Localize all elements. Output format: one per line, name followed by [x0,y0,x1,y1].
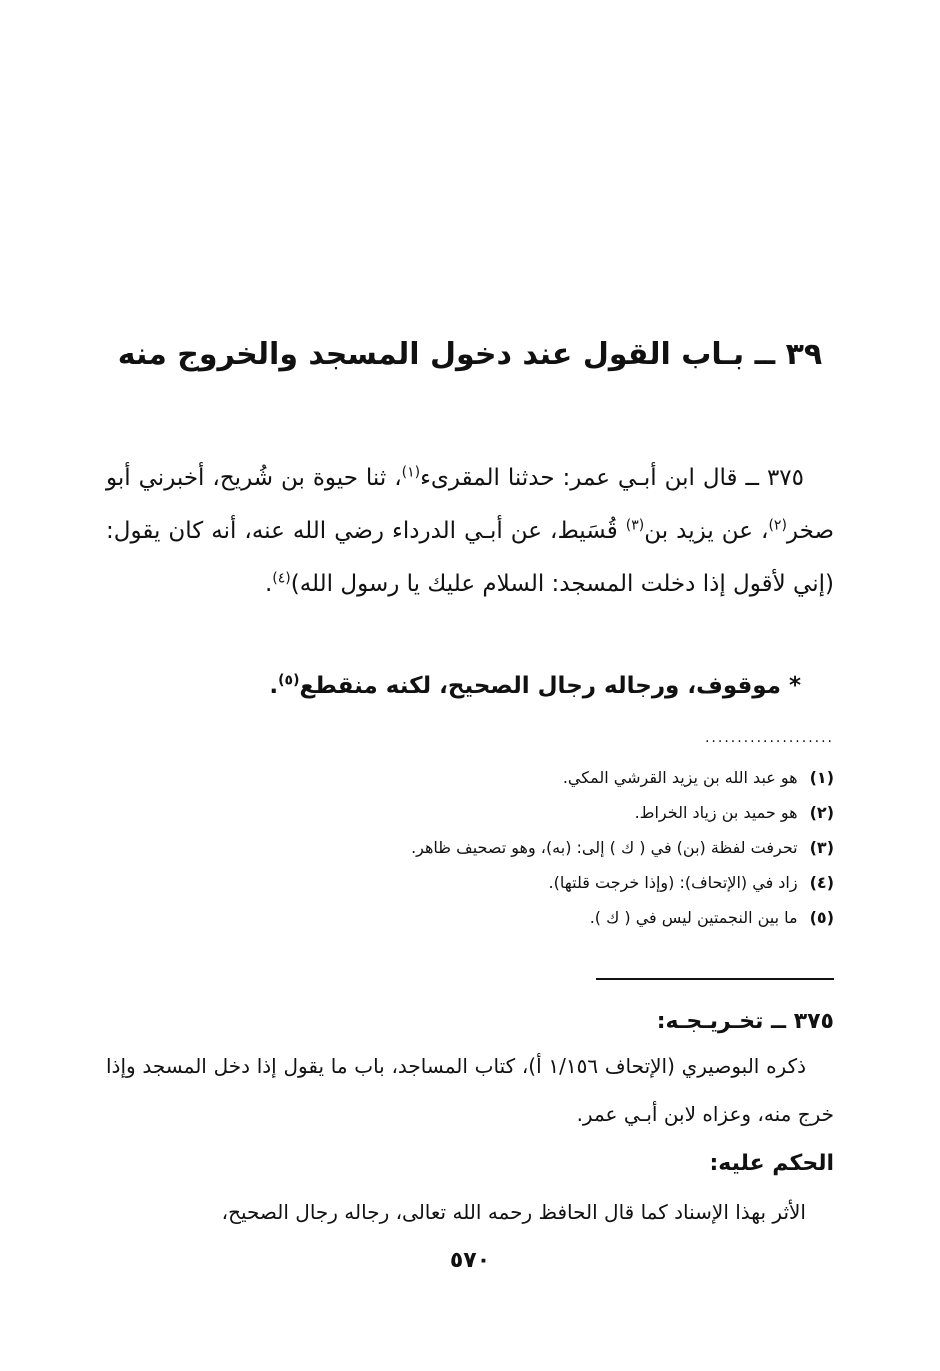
footnote-text: ما بين النجمتين ليس في ( ك ). [589,908,798,927]
page-number: ٥٧٠ [449,1248,491,1273]
footnote-ref-5: (٥) [278,672,300,689]
ruling-text: الأثر بهذا الإسناد كما قال الحافظ رحمه الله تعالى، رجاله رجال الصحيح، [221,1200,806,1224]
hadith-part-3: ، عن يزيد بن [644,518,769,544]
footnote-ref-3: (٣) [625,517,645,534]
footnote-text: زاد في (الإتحاف): (وإذا خرجت قلتها). [548,873,798,892]
verdict-end: . [269,673,279,699]
footnotes [106,760,834,935]
footnote-item [106,830,834,865]
takhrij-paragraph: ذكره البوصيري (الإتحاف ١/١٥٦ أ)، كتاب المساجد، باب ما يقول إذا دخل المسجد وإذا خرج منه، وعزاه لابن أبـي عمر. [106,1054,834,1126]
chapter-title: ٣٩ ــ بـاب القول عند دخول المسجد والخروج منه [117,337,823,372]
takhrij-section [106,1002,834,1236]
hadith-part-4: قُسَيط، عن أبـي الدرداء رضي الله عنه، أنه كان يقول: (إني لأقول إذا دخلت المسجد: السلام عليك يا رسول الله) [106,518,834,597]
footnote-text: هو حميد بن زياد الخراط. [634,803,798,822]
footnote-number: (٣) [809,838,834,857]
footnote-number: (٤) [809,873,834,892]
hadith-part-2: ، ثنا حيوة بن شُريح، أخبرني أبو صخر [106,465,834,544]
footnote-item [106,760,834,795]
takhrij-heading: ٣٧٥ ــ تخـريـجـه: [656,1009,834,1034]
footnote-text: تحرفت لفظة (بن) في ( ك ) إلى: (به)، وهو تصحيف ظاهر. [411,838,798,857]
verdict-line [106,664,831,708]
footnote-item [106,795,834,830]
section-rule [596,978,834,980]
verdict-text: * موقوف، ورجاله رجال الصحيح، لكنه منقطع [299,673,801,699]
ruling-heading: الحكم عليه: [709,1151,834,1176]
footnote-ref-1: (١) [401,464,421,481]
footnote-text: هو عبد الله بن يزيد القرشي المكي. [562,768,798,787]
dotted-separator: .................... [704,730,834,746]
footnote-number: (٥) [809,908,834,927]
hadith-part-1: ٣٧٥ ــ قال ابن أبـي عمر: حدثنا المقرىء [420,465,804,491]
footnote-number: (١) [809,768,834,787]
footnote-item [106,900,834,935]
footnote-ref-2: (٢) [768,517,787,534]
hadith-paragraph [106,452,834,611]
hadith-part-5: . [264,571,273,597]
hadith-text [106,452,834,611]
footnote-number: (٢) [809,803,834,822]
footnote-ref-4: (٤) [272,570,291,587]
footnote-item [106,865,834,900]
